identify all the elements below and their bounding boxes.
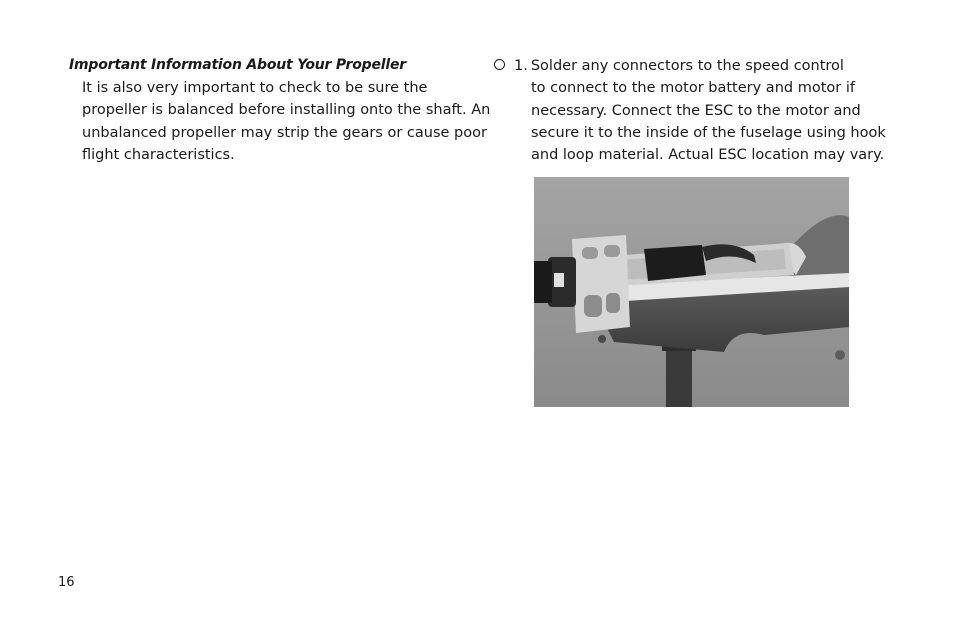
left-column [69, 55, 491, 166]
right-column [494, 55, 924, 166]
step-line: and loop material. Actual ESC location may vary. [531, 147, 885, 164]
fuselage-esc-illustration [534, 177, 849, 407]
step-first-text: Solder any connectors to the speed control [530, 58, 844, 74]
step-line: secure it to the inside of the fuselage using hook [531, 124, 886, 141]
checkbox-circle-icon[interactable] [494, 59, 505, 70]
step-first-line [514, 55, 924, 77]
body-line: unbalanced propeller may strip the gears or cause poor [82, 124, 487, 141]
step-line: to connect to the motor battery and motor if [531, 80, 855, 97]
step-1 [494, 55, 924, 166]
page-number: 16 [58, 575, 75, 590]
fuselage-esc-photo [534, 177, 849, 407]
body-line: It is also very important to check to be sure the [82, 80, 428, 96]
body-line: propeller is balanced before installing onto the shaft. An [82, 102, 491, 119]
section-title: Important Information About Your Propeller [69, 57, 406, 73]
body-line: flight characteristics. [82, 146, 235, 163]
step-number: 1. [514, 58, 528, 74]
section-body [82, 77, 491, 166]
step-line: necessary. Connect the ESC to the motor and [531, 102, 861, 119]
